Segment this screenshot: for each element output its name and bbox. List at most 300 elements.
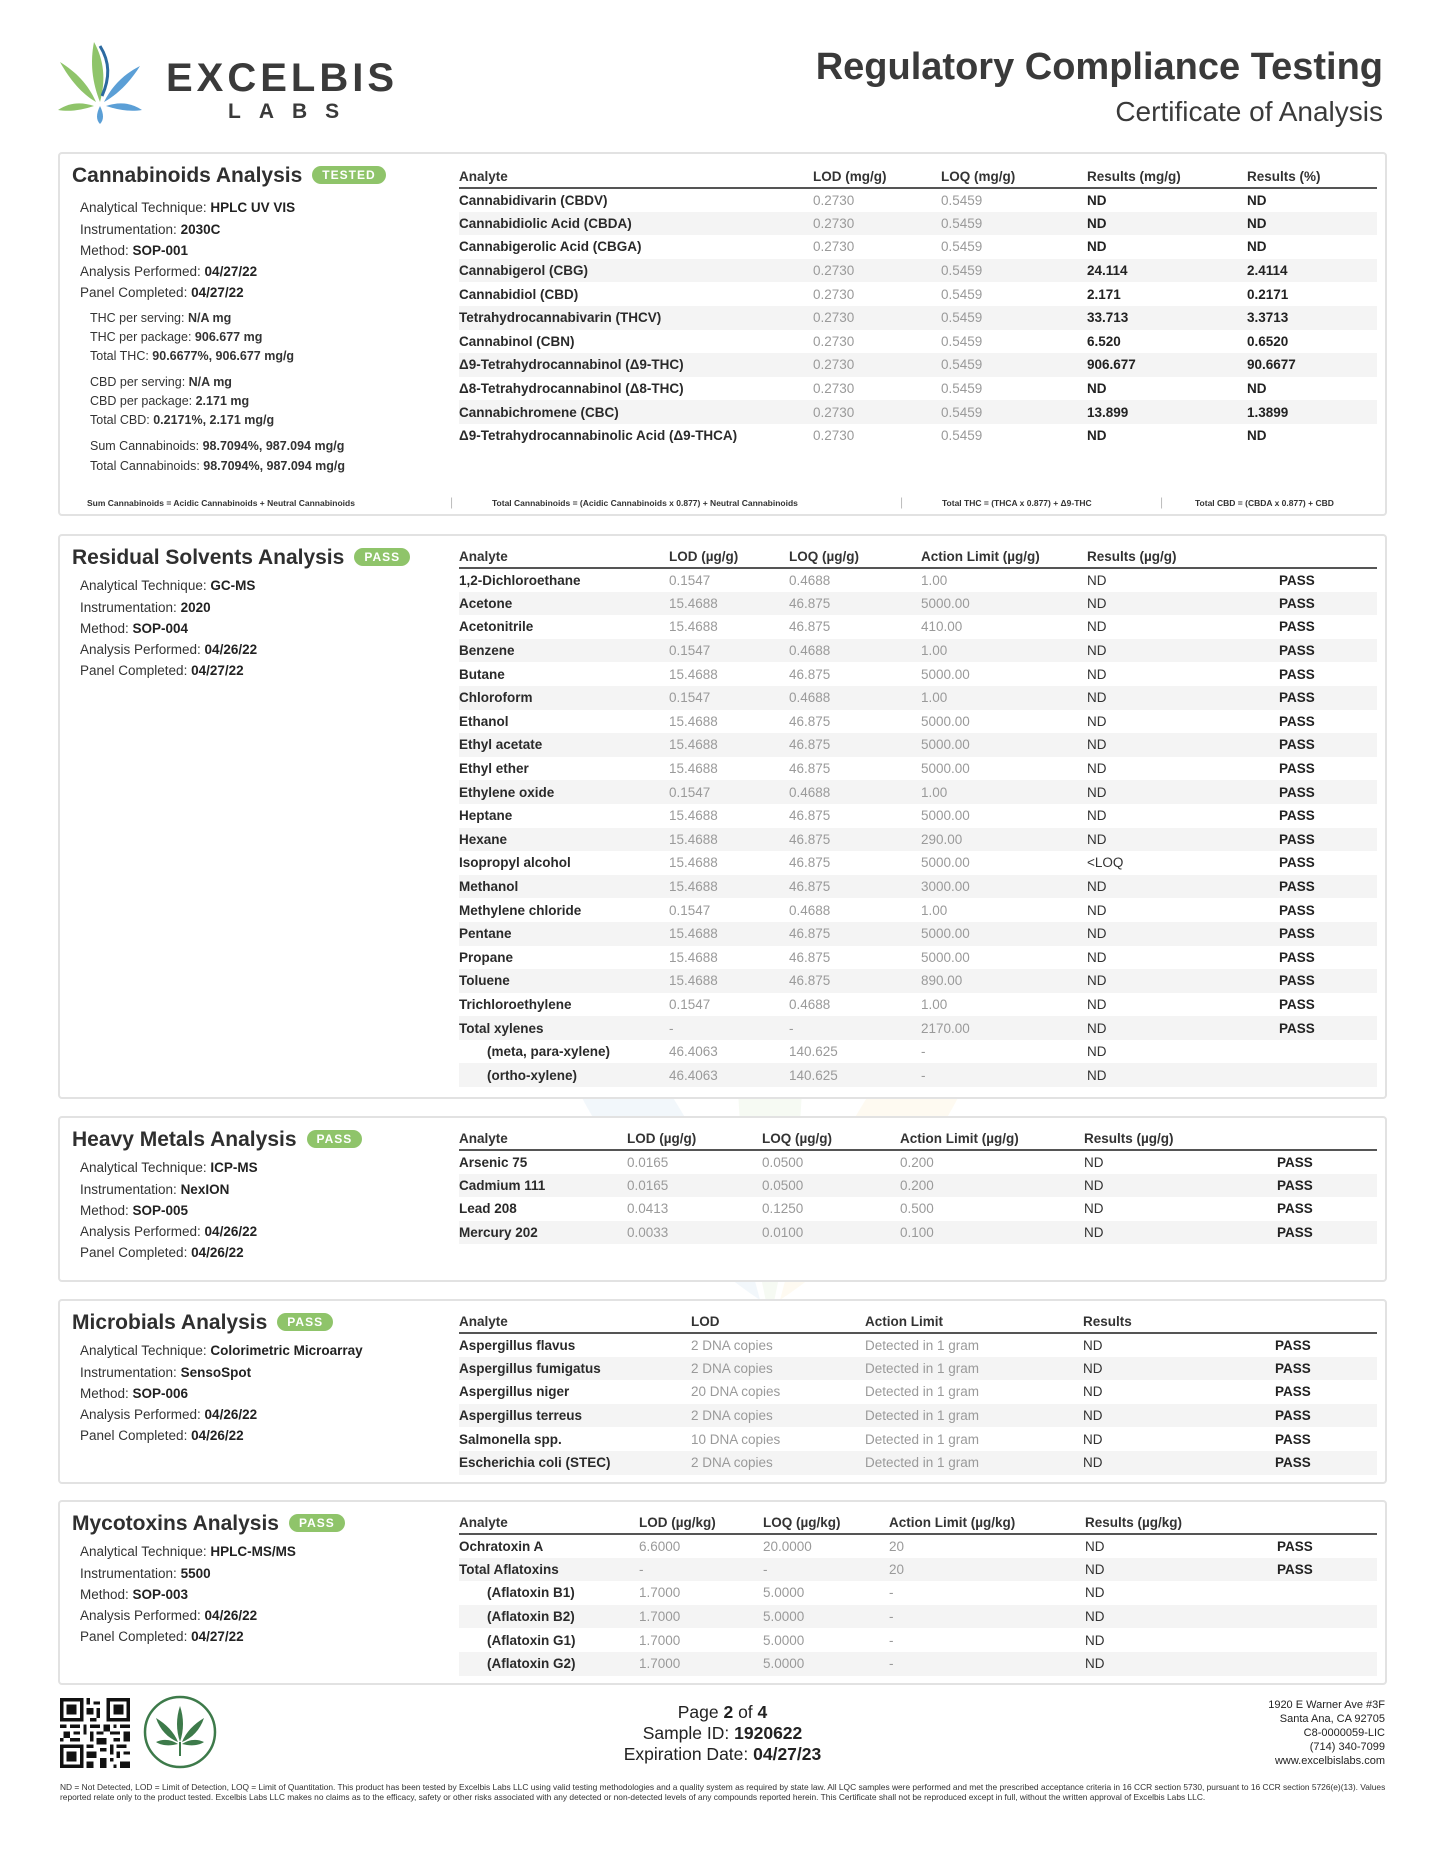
value-cell: 15.4688	[669, 761, 718, 777]
thc-serving-line	[90, 311, 231, 325]
value-cell: 15.4688	[669, 666, 718, 682]
table-row	[459, 1451, 1377, 1475]
cbd-serving-value: N/A mg	[188, 375, 232, 389]
instrument-value: SensoSpot	[180, 1365, 252, 1380]
sum-cannabinoids-label: Sum Cannabinoids:	[90, 439, 203, 453]
method-label: Method:	[80, 1587, 133, 1602]
analyte-cell: Aspergillus fumigatus	[459, 1357, 691, 1381]
analyte-cell: (meta, para-xylene)	[487, 1044, 611, 1060]
value-cell: 3000.00	[921, 875, 1087, 899]
value-cell: 33.713	[1087, 306, 1247, 330]
technique-value: HPLC UV VIS	[210, 200, 296, 215]
value-cell: 15.4688	[669, 713, 718, 729]
value-cell: 0.1547	[669, 902, 711, 918]
instrument-value: 5500	[180, 1566, 211, 1581]
table-row	[459, 662, 1377, 686]
technique-label: Analytical Technique:	[80, 1343, 211, 1358]
completed-line	[80, 1245, 244, 1260]
value-cell: 0.500	[900, 1201, 934, 1217]
value-cell: 0.2171	[1247, 286, 1289, 302]
value-cell: 5000.00	[921, 666, 970, 682]
value-cell: ND	[1087, 212, 1247, 236]
performed-line	[80, 642, 257, 657]
total-cbd-value: 0.2171%, 2.171 mg/g	[153, 413, 275, 427]
value-cell: ND	[1087, 592, 1279, 616]
value-cell: 0.2730	[813, 333, 855, 349]
instrument-line	[80, 600, 211, 615]
column-header	[1277, 1514, 1377, 1534]
performed-value: 04/26/22	[204, 1608, 258, 1623]
cbd-package-label: CBD per package:	[90, 394, 196, 408]
total-thc-line	[90, 349, 294, 363]
table-row	[459, 259, 1377, 283]
value-cell: ND	[1087, 619, 1107, 635]
pass-badge: PASS	[289, 1514, 345, 1532]
table-row	[459, 828, 1377, 852]
value-cell: 1.7000	[639, 1605, 763, 1629]
value-cell: 290.00	[921, 828, 1087, 852]
performed-label: Analysis Performed:	[80, 642, 205, 657]
method-line	[80, 621, 188, 636]
table-row	[459, 330, 1377, 354]
website-link[interactable]: www.excelbislabs.com	[1274, 1755, 1385, 1767]
value-cell: 0.6520	[1247, 333, 1289, 349]
cbd-serving-line	[90, 375, 232, 389]
column-header: LOD (mg/g)	[813, 168, 941, 188]
completed-value: 04/26/22	[191, 1428, 244, 1443]
analyte-cell: Ethyl acetate	[459, 733, 669, 757]
value-cell: Detected in 1 gram	[865, 1451, 1083, 1475]
page-footer	[0, 1690, 1445, 1870]
value-cell: ND	[1084, 1154, 1104, 1170]
value-cell: ND	[1085, 1632, 1105, 1648]
analyte-cell: Trichloroethylene	[459, 996, 572, 1012]
value-cell: 906.677	[1087, 353, 1247, 377]
status-cell: PASS	[1279, 713, 1315, 729]
status-cell: PASS	[1279, 686, 1377, 710]
table-row	[459, 400, 1377, 424]
value-cell: 20.0000	[763, 1538, 812, 1554]
value-cell: ND	[1087, 1063, 1279, 1087]
status-cell: PASS	[1275, 1431, 1311, 1447]
value-cell: 0.4688	[789, 996, 831, 1012]
method-label: Method:	[80, 621, 133, 636]
value-cell: Detected in 1 gram	[865, 1431, 980, 1447]
table-row	[459, 922, 1377, 946]
status-cell: PASS	[1279, 949, 1315, 965]
analyte-cell: Hexane	[459, 828, 669, 852]
value-cell: 0.2730	[813, 239, 855, 255]
value-cell: 20	[889, 1538, 905, 1554]
table-row	[459, 851, 1377, 875]
solvents-title	[72, 546, 410, 570]
tested-badge: TESTED	[312, 166, 385, 184]
value-cell: 46.875	[789, 855, 831, 871]
table-row	[459, 1605, 1377, 1629]
value-cell: 5000.00	[921, 733, 1087, 757]
analyte-cell: Methylene chloride	[459, 902, 582, 918]
value-cell: ND	[1247, 239, 1267, 255]
address-line: Santa Ana, CA 92705	[1279, 1713, 1385, 1725]
analyte-cell: Cadmium 111	[459, 1174, 627, 1198]
value-cell: ND	[1087, 381, 1107, 397]
instrument-value: 2030C	[180, 222, 221, 237]
value-cell: -	[889, 1585, 894, 1601]
table-row	[459, 1628, 1377, 1652]
brand-subname: LABS	[228, 100, 358, 123]
analyte-cell: Escherichia coli (STEC)	[459, 1451, 691, 1475]
value-cell: 0.5459	[941, 381, 983, 397]
status-cell	[1279, 1063, 1377, 1087]
column-header: Results (µg/kg)	[1085, 1514, 1277, 1534]
value-cell: 20 DNA copies	[691, 1384, 781, 1400]
value-cell: -	[639, 1558, 763, 1582]
disclaimer: ND = Not Detected, LOD = Limit of Detection, LOQ = Limit of Quantitation. This product has been tested by Excelbis Labs LLC using valid testing methodologies and a quality system as required by state law. All LQC samples were performed and met the prescribed acceptance criteria in 16 CCR section 5730, pursuant to 16 CCR section 5726(e)(13). Values reported relate only to the product tested. Excelbis Labs LLC makes no claims as to the efficacy, safety or other risks associated with any detected or non-detected levels of any compounds reported herein. This Certificate shall not be reproduced except in full, without the written approval of Excelbis Labs LLC.	[60, 1782, 1386, 1802]
status-cell	[1277, 1628, 1377, 1652]
solvents-table	[459, 548, 1377, 1087]
value-cell: ND	[1084, 1201, 1104, 1217]
status-cell: PASS	[1279, 808, 1315, 824]
value-cell: 15.4688	[669, 619, 718, 635]
instrument-line	[80, 1182, 229, 1197]
status-cell: PASS	[1275, 1357, 1377, 1381]
value-cell: ND	[1087, 875, 1279, 899]
sum-cannabinoids-line	[90, 439, 344, 453]
value-cell: 0.100	[900, 1221, 1084, 1245]
value-cell: ND	[1087, 639, 1279, 663]
value-cell: 0.0413	[627, 1201, 669, 1217]
cbd-package-line	[90, 394, 249, 408]
total-cannabinoids-value: 98.7094%, 987.094 mg/g	[203, 459, 346, 473]
value-cell: 0.2730	[813, 212, 941, 236]
status-cell: PASS	[1279, 619, 1315, 635]
table-header-row	[459, 168, 1377, 188]
pass-badge: PASS	[277, 1313, 333, 1331]
excelbis-logo-icon	[56, 36, 156, 128]
method-label: Method:	[80, 243, 133, 258]
instrument-label: Instrumentation:	[80, 1182, 181, 1197]
value-cell: ND	[1247, 381, 1267, 397]
analyte-cell: Cannabidiol (CBD)	[459, 286, 579, 302]
cannabinoids-title	[72, 164, 386, 188]
performed-line	[80, 264, 257, 279]
value-cell: 0.1547	[669, 996, 711, 1012]
analyte-cell: Mercury 202	[459, 1221, 627, 1245]
status-cell: PASS	[1279, 828, 1377, 852]
table-row	[459, 710, 1377, 734]
value-cell: ND	[1087, 428, 1107, 444]
page-num: 2	[723, 1702, 734, 1722]
value-cell: 46.875	[789, 808, 831, 824]
table-row	[459, 1427, 1377, 1451]
cannabinoids-table	[459, 168, 1377, 448]
value-cell: ND	[1087, 1016, 1279, 1040]
value-cell: ND	[1083, 1357, 1275, 1381]
table-row	[459, 1380, 1377, 1404]
value-cell: 0.2730	[813, 428, 855, 444]
value-cell: Detected in 1 gram	[865, 1357, 1083, 1381]
table-row	[459, 424, 1377, 448]
performed-line	[80, 1224, 257, 1239]
value-cell: ND	[1085, 1652, 1277, 1676]
value-cell: ND	[1085, 1605, 1277, 1629]
sum-cannabinoids-value: 98.7094%, 987.094 mg/g	[202, 439, 345, 453]
value-cell: <LOQ	[1087, 855, 1124, 871]
status-cell: PASS	[1279, 761, 1315, 777]
status-cell: PASS	[1277, 1538, 1313, 1554]
value-cell: -	[889, 1652, 1085, 1676]
analyte-cell: Ochratoxin A	[459, 1538, 544, 1554]
value-cell: 0.2730	[813, 381, 855, 397]
formula-divider: |	[1160, 495, 1164, 509]
formula-divider: |	[450, 495, 454, 509]
column-header: Results (µg/g)	[1087, 548, 1279, 568]
microbials-panel	[58, 1299, 1387, 1484]
status-cell: PASS	[1279, 855, 1315, 871]
column-header: Action Limit	[865, 1313, 1083, 1333]
technique-value: HPLC-MS/MS	[210, 1544, 296, 1559]
technique-value: Colorimetric Microarray	[210, 1343, 363, 1358]
value-cell: 0.5459	[941, 333, 983, 349]
value-cell: 3.3713	[1247, 306, 1377, 330]
status-cell: PASS	[1279, 733, 1377, 757]
value-cell: ND	[1085, 1538, 1105, 1554]
instrument-label: Instrumentation:	[80, 1365, 181, 1380]
value-cell: ND	[1085, 1585, 1105, 1601]
value-cell: 0.5459	[941, 353, 1087, 377]
formula-total-thc: Total THC = (THCA x 0.877) + Δ9-THC	[942, 498, 1092, 508]
value-cell: 5000.00	[921, 855, 970, 871]
value-cell: 0.2730	[813, 192, 855, 208]
value-cell: 5.0000	[763, 1585, 805, 1601]
value-cell: ND	[1087, 192, 1107, 208]
status-cell: PASS	[1275, 1384, 1311, 1400]
status-cell: PASS	[1279, 969, 1377, 993]
method-value: SOP-006	[132, 1386, 189, 1401]
value-cell: 890.00	[921, 969, 1087, 993]
completed-value: 04/27/22	[191, 663, 244, 678]
completed-label: Panel Completed:	[80, 285, 192, 300]
table-row	[459, 377, 1377, 401]
cbd-serving-label: CBD per serving:	[90, 375, 189, 389]
technique-line	[80, 1343, 363, 1358]
value-cell: 0.0165	[627, 1154, 669, 1170]
status-cell: PASS	[1277, 1154, 1313, 1170]
column-header: LOD	[691, 1313, 865, 1333]
column-header: Results (µg/g)	[1084, 1130, 1277, 1150]
value-cell: 15.4688	[669, 592, 789, 616]
analyte-cell: Pentane	[459, 922, 669, 946]
completed-line	[80, 285, 244, 300]
thc-package-label: THC per package:	[90, 330, 195, 344]
value-cell: 10 DNA copies	[691, 1431, 781, 1447]
table-row	[459, 875, 1377, 899]
phone-number: (714) 340-7099	[1309, 1741, 1385, 1753]
completed-line	[80, 663, 244, 678]
value-cell: 0.5459	[941, 239, 983, 255]
value-cell: ND	[1087, 949, 1107, 965]
total-cbd-line	[90, 413, 274, 427]
column-header: LOQ (µg/g)	[789, 548, 921, 568]
analyte-cell: Methanol	[459, 875, 669, 899]
value-cell: ND	[1083, 1451, 1275, 1475]
method-label: Method:	[80, 1386, 133, 1401]
column-header: Analyte	[459, 1313, 691, 1333]
table-header-row	[459, 1313, 1377, 1333]
status-cell: PASS	[1279, 572, 1315, 588]
value-cell: 2 DNA copies	[691, 1337, 773, 1353]
value-cell: 0.0033	[627, 1221, 762, 1245]
formula-total-cbd: Total CBD = (CBDA x 0.877) + CBD	[1195, 498, 1334, 508]
value-cell: 24.114	[1087, 259, 1247, 283]
value-cell: 46.875	[789, 592, 921, 616]
column-header: Analyte	[459, 168, 813, 188]
value-cell: 46.875	[789, 733, 921, 757]
table-row	[459, 1333, 1377, 1357]
cannabinoids-panel	[58, 152, 1387, 516]
value-cell: 0.5459	[941, 428, 983, 444]
instrument-label: Instrumentation:	[80, 600, 181, 615]
column-header: LOD (µg/g)	[627, 1130, 762, 1150]
metals-title	[72, 1128, 362, 1152]
analyte-cell: Lead 208	[459, 1201, 517, 1217]
value-cell: ND	[1087, 828, 1279, 852]
thc-package-line	[90, 330, 262, 344]
table-row	[459, 1404, 1377, 1428]
value-cell: Detected in 1 gram	[865, 1337, 980, 1353]
analyte-cell: Δ9-Tetrahydrocannabinol (Δ9-THC)	[459, 353, 813, 377]
technique-value: ICP-MS	[210, 1160, 258, 1175]
mycotoxins-table	[459, 1514, 1377, 1676]
value-cell: 1.7000	[639, 1632, 681, 1648]
value-cell: -	[669, 1016, 789, 1040]
value-cell: -	[889, 1605, 1085, 1629]
status-cell: PASS	[1279, 902, 1315, 918]
page-prefix: Page	[677, 1702, 724, 1722]
value-cell: 0.4688	[789, 572, 831, 588]
value-cell: ND	[1083, 1337, 1103, 1353]
value-cell: 140.625	[789, 1044, 838, 1060]
analyte-cell: Δ8-Tetrahydrocannabinol (Δ8-THC)	[459, 381, 684, 397]
expiration-date	[500, 1744, 945, 1765]
performed-label: Analysis Performed:	[80, 1608, 205, 1623]
table-row	[459, 1016, 1377, 1040]
value-cell: 46.875	[789, 761, 831, 777]
column-header: Results	[1083, 1313, 1275, 1333]
analyte-cell: Salmonella spp.	[459, 1431, 562, 1447]
value-cell: ND	[1087, 922, 1279, 946]
total-thc-label: Total THC:	[90, 349, 153, 363]
value-cell: 2170.00	[921, 1016, 1087, 1040]
column-header	[1279, 548, 1377, 568]
table-row	[459, 946, 1377, 970]
value-cell: ND	[1087, 666, 1107, 682]
column-header: Analyte	[459, 548, 669, 568]
analyte-cell: Ethyl ether	[459, 761, 529, 777]
analyte-cell: Cannabigerolic Acid (CBGA)	[459, 239, 642, 255]
table-row	[459, 1581, 1377, 1605]
value-cell: ND	[1087, 239, 1107, 255]
value-cell: 5000.00	[921, 949, 970, 965]
performed-value: 04/26/22	[204, 642, 258, 657]
completed-line	[80, 1629, 244, 1644]
page-header	[0, 0, 1445, 150]
method-line	[80, 1587, 188, 1602]
cbd-package-value: 2.171 mg	[195, 394, 250, 408]
value-cell: 46.875	[789, 619, 831, 635]
total-cbd-label: Total CBD:	[90, 413, 154, 427]
technique-line	[80, 578, 255, 593]
value-cell: 2 DNA copies	[691, 1451, 865, 1475]
value-cell: 13.899	[1087, 400, 1247, 424]
column-header: Analyte	[459, 1514, 639, 1534]
address-line: 1920 E Warner Ave #3F	[1268, 1699, 1385, 1711]
instrument-value: NexION	[180, 1182, 230, 1197]
value-cell: 1.7000	[639, 1585, 681, 1601]
table-row	[459, 282, 1377, 306]
value-cell: 0.1547	[669, 639, 789, 663]
page-of: of	[733, 1702, 758, 1722]
value-cell: ND	[1085, 1558, 1277, 1582]
value-cell: 46.875	[789, 922, 921, 946]
value-cell: 15.4688	[669, 922, 789, 946]
document-subtitle: Certificate of Analysis	[1115, 96, 1383, 127]
analyte-cell: Cannabichromene (CBC)	[459, 400, 813, 424]
completed-value: 04/27/22	[191, 1629, 244, 1644]
analyte-cell: Aspergillus niger	[459, 1384, 570, 1400]
analyte-cell: (Aflatoxin B2)	[459, 1605, 639, 1629]
table-row	[459, 993, 1377, 1017]
mycotoxins-panel	[58, 1500, 1387, 1685]
performed-value: 04/27/22	[204, 264, 258, 279]
instrument-line	[80, 222, 220, 237]
table-row	[459, 568, 1377, 592]
value-cell: 46.875	[789, 969, 921, 993]
value-cell: ND	[1087, 713, 1107, 729]
table-row	[459, 1652, 1377, 1676]
instrument-label: Instrumentation:	[80, 222, 181, 237]
section-title-text: Cannabinoids Analysis	[72, 164, 303, 187]
table-row	[459, 1174, 1377, 1198]
value-cell: 5.0000	[763, 1632, 805, 1648]
column-header: LOQ (µg/kg)	[763, 1514, 889, 1534]
table-row	[459, 780, 1377, 804]
brand-name: EXCELBIS	[166, 56, 399, 100]
instrument-value: 2020	[180, 600, 211, 615]
column-header	[1275, 1313, 1377, 1333]
value-cell: 0.2730	[813, 259, 941, 283]
analyte-cell: (Aflatoxin B1)	[487, 1585, 575, 1601]
analyte-cell: Δ9-Tetrahydrocannabinolic Acid (Δ9-THCA)	[459, 428, 738, 444]
value-cell: Detected in 1 gram	[865, 1404, 1083, 1428]
value-cell: 5.0000	[763, 1652, 889, 1676]
table-row	[459, 353, 1377, 377]
value-cell: 0.1547	[669, 686, 789, 710]
analyte-cell: Acetonitrile	[459, 619, 534, 635]
value-cell: 1.00	[921, 996, 948, 1012]
table-row	[459, 1040, 1377, 1064]
section-title-text: Heavy Metals Analysis	[72, 1128, 297, 1151]
status-cell: PASS	[1279, 922, 1377, 946]
value-cell: 0.5459	[941, 286, 983, 302]
method-value: SOP-001	[132, 243, 189, 258]
method-label: Method:	[80, 1203, 133, 1218]
technique-line	[80, 1544, 296, 1559]
performed-label: Analysis Performed:	[80, 264, 205, 279]
value-cell: 2.4114	[1247, 259, 1377, 283]
value-cell: 0.1250	[762, 1201, 804, 1217]
value-cell: ND	[1084, 1221, 1277, 1245]
